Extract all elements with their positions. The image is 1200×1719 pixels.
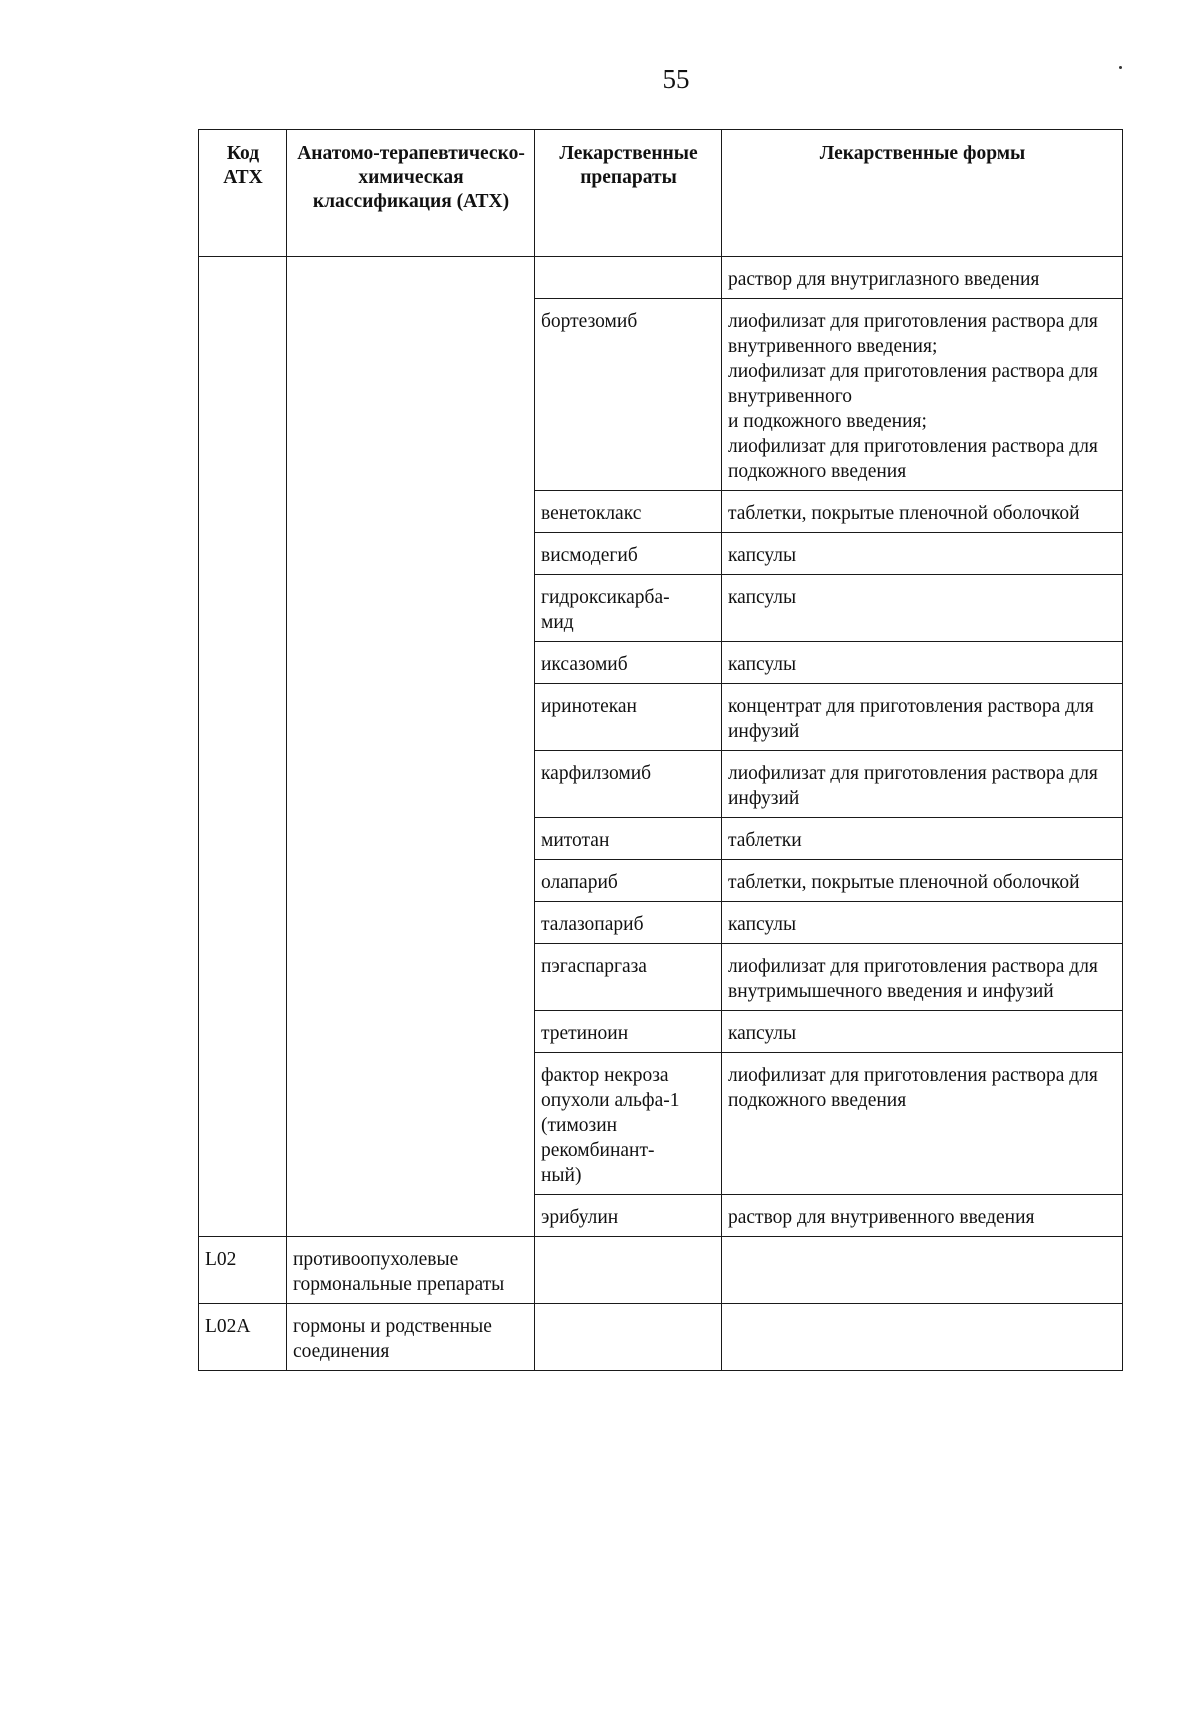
dosage-form-cell: капсулы xyxy=(722,533,1123,575)
dosage-form-cell: таблетки, покрытые пленочной оболочкой xyxy=(722,491,1123,533)
drug-name-cell: бортезомиб xyxy=(535,299,722,491)
drug-name-cell: иксазомиб xyxy=(535,642,722,684)
dosage-form-cell: капсулы xyxy=(722,642,1123,684)
dosage-form-cell xyxy=(722,1237,1123,1304)
drug-name-cell: карфилзомиб xyxy=(535,751,722,818)
dosage-form-cell: лиофилизат для приготовления раствора для подкожного введения xyxy=(722,1053,1123,1195)
atc-code-cell: L02A xyxy=(199,1304,287,1371)
group-row xyxy=(199,1304,1123,1371)
atc-code-cell: L02 xyxy=(199,1237,287,1304)
dosage-form-cell: таблетки xyxy=(722,818,1123,860)
drug-name-cell: талазопариб xyxy=(535,902,722,944)
drug-name-cell: эрибулин xyxy=(535,1195,722,1237)
atc-drug-table xyxy=(198,129,1123,1371)
header-forms: Лекарственные формы xyxy=(722,130,1123,257)
drug-name-cell: висмодегиб xyxy=(535,533,722,575)
dosage-form-cell xyxy=(722,1304,1123,1371)
classification-name-cell: противоопухолевые гормональные препараты xyxy=(287,1237,535,1304)
classification-name-cell: гормоны и родственные соединения xyxy=(287,1304,535,1371)
dosage-form-cell: лиофилизат для приготовления раствора для внутривенного введения; лиофилизат для приготовления раствора для внутривенного и подкожного введения; лиофилизат для приготовления раствора для подкожного введения xyxy=(722,299,1123,491)
scan-speck xyxy=(1119,66,1122,69)
dosage-form-cell: лиофилизат для приготовления раствора для инфузий xyxy=(722,751,1123,818)
header-classification: Анатомо-терапевтическо-химическая классификация (АТХ) xyxy=(287,130,535,257)
drug-name-cell xyxy=(535,1237,722,1304)
dosage-form-cell: капсулы xyxy=(722,575,1123,642)
dosage-form-cell: капсулы xyxy=(722,902,1123,944)
drug-name-cell xyxy=(535,257,722,299)
dosage-form-cell: капсулы xyxy=(722,1011,1123,1053)
dosage-form-cell: лиофилизат для приготовления раствора для внутримышечного введения и инфузий xyxy=(722,944,1123,1011)
group-row xyxy=(199,1237,1123,1304)
table-header-row xyxy=(199,130,1123,257)
drug-name-cell: иринотекан xyxy=(535,684,722,751)
dosage-form-cell: концентрат для приготовления раствора для инфузий xyxy=(722,684,1123,751)
drug-name-cell: фактор некроза опухоли альфа-1 (тимозин рекомбинант- ный) xyxy=(535,1053,722,1195)
dosage-form-cell: таблетки, покрытые пленочной оболочкой xyxy=(722,860,1123,902)
drug-name-cell: митотан xyxy=(535,818,722,860)
header-drugs: Лекарственные препараты xyxy=(535,130,722,257)
classification-cell-continued xyxy=(287,257,535,1237)
dosage-form-cell: раствор для внутривенного введения xyxy=(722,1195,1123,1237)
code-cell-continued xyxy=(199,257,287,1237)
header-code: Код АТХ xyxy=(199,130,287,257)
drug-name-cell: третиноин xyxy=(535,1011,722,1053)
drug-name-cell: пэгаспаргаза xyxy=(535,944,722,1011)
table-body xyxy=(199,257,1123,1371)
drug-name-cell: гидроксикарба- мид xyxy=(535,575,722,642)
drug-name-cell: олапариб xyxy=(535,860,722,902)
table-row xyxy=(199,257,1123,299)
page-number: 55 xyxy=(662,64,690,94)
drug-name-cell: венетоклакс xyxy=(535,491,722,533)
drug-name-cell xyxy=(535,1304,722,1371)
dosage-form-cell: раствор для внутриглазного введения xyxy=(722,257,1123,299)
